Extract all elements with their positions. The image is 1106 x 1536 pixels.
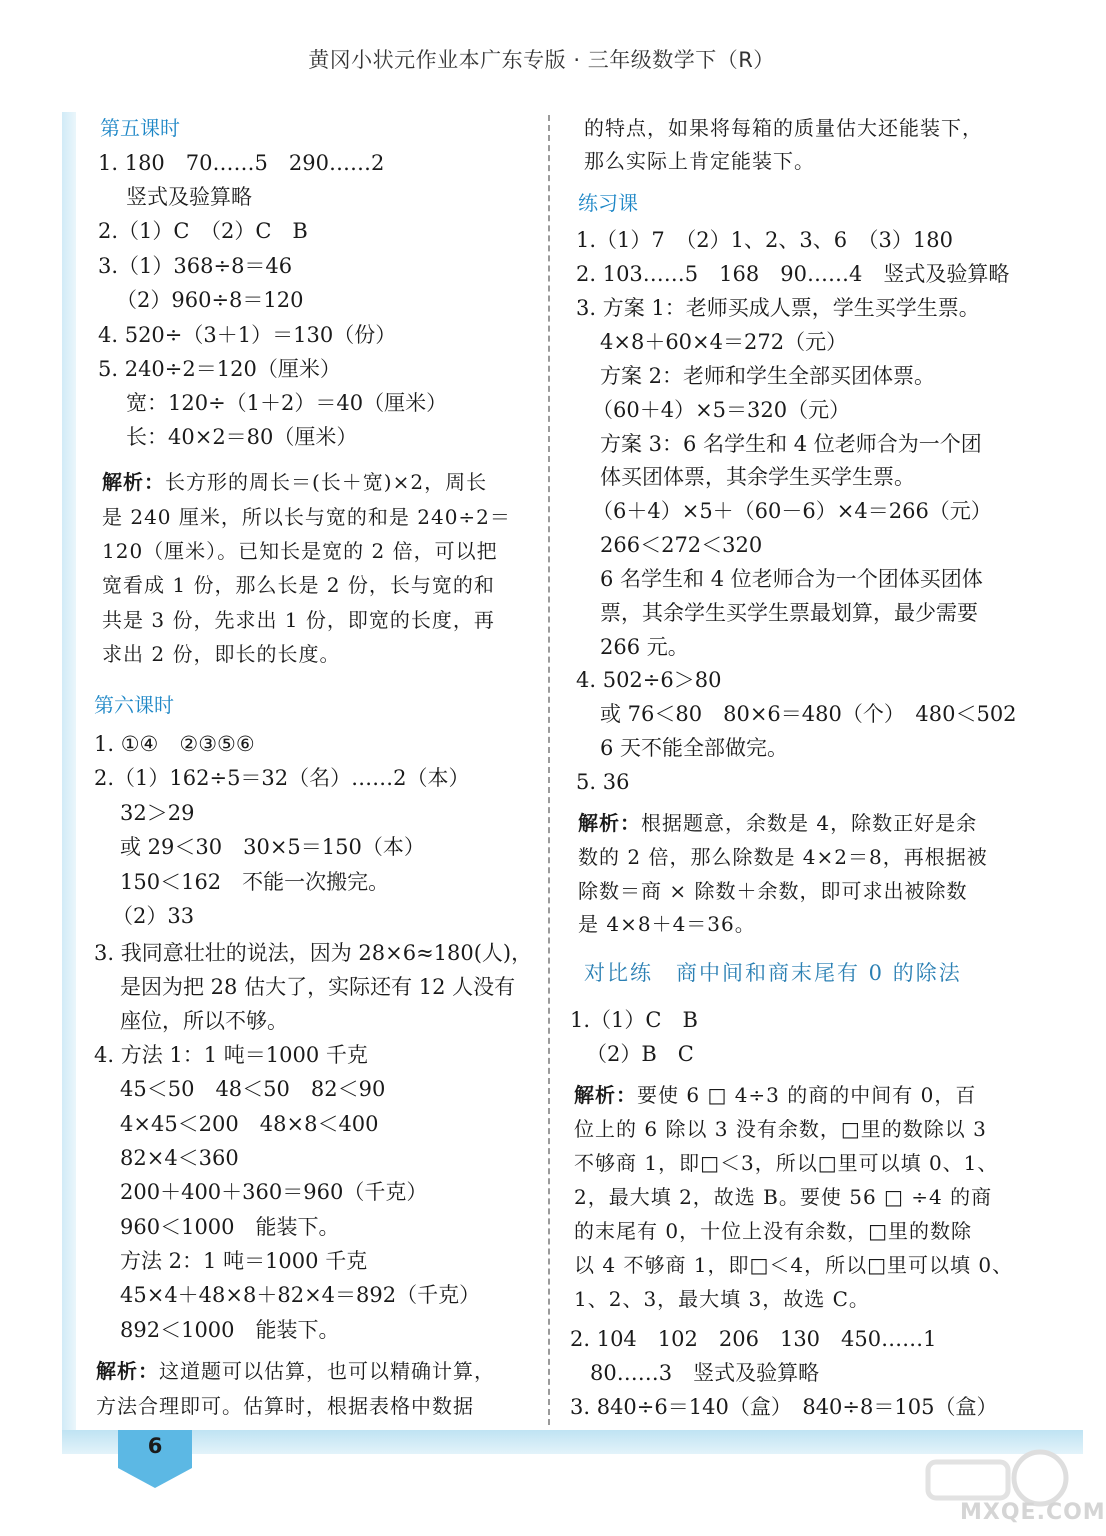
answer-line: （6＋4）×5＋（60－6）×4＝266（元） [592,499,992,523]
answer-line: 长：40×2＝80（厘米） [126,425,358,449]
explanation-line: 不够商 1，即□＜3，所以□里可以填 0、1、 [574,1151,999,1175]
explanation-line: 宽看成 1 份，那么长是 2 份，长与宽的和 [102,573,495,597]
explanation-line: 120（厘米）。已知长是宽的 2 倍，可以把 [102,539,498,563]
answer-line: 2.（1）C （2）C B [98,219,308,243]
explanation-line: 1、2、3，最大填 3，故选 C。 [574,1287,870,1311]
page-header: 黄冈小状元作业本广东专版 · 三年级数学下（R） [308,48,775,72]
explanation-line: 的特点，如果将每箱的质量估大还能装下， [584,116,983,140]
explanation-line: 求出 2 份，即长的长度。 [102,642,341,666]
answer-line: 5. 36 [576,770,630,794]
answer-line: 266＜272＜320 [600,533,763,557]
watermark-text: MXQE.COM [960,1500,1106,1525]
answer-line: 1. 180 70……5 290……2 [98,151,385,175]
explanation-line: 是 4×8＋4＝36。 [578,912,756,936]
answer-line: 82×4＜360 [120,1146,239,1170]
explanation-line: 是 240 厘米，所以长与宽的和是 240÷2＝ [102,505,511,529]
answer-line: 竖式及验算略 [126,185,252,209]
section-title-lesson5: 第五课时 [100,116,180,140]
explanation-line: 以 4 不够商 1，即□＜4，所以□里可以填 0、 [574,1253,1014,1277]
section-title-lesson6: 第六课时 [94,693,174,717]
answer-line: 体买团体票，其余学生买学生票。 [600,465,915,489]
explanation-label: 解析： [96,1359,159,1383]
answer-line: 宽：120÷（1＋2）＝40（厘米） [126,391,448,415]
answer-line: 32＞29 [120,801,195,825]
answer-line: 方案 3：6 名学生和 4 位老师合为一个团 [600,432,982,456]
answer-line: （2）33 [112,904,195,928]
explanation-label: 解析： [102,470,165,494]
answer-line: 200＋400＋360＝960（千克） [120,1180,428,1204]
answer-line: 3.（1）368÷8＝46 [98,254,293,278]
answer-line: 892＜1000 能装下。 [120,1318,340,1342]
answer-line: 4×8＋60×4＝272（元） [600,330,848,354]
explanation-line: 数的 2 倍，那么除数是 4×2＝8，再根据被 [578,845,988,869]
section-title-practice: 练习课 [578,191,638,215]
explanation-line: 2，最大填 2，故选 B。要使 56 □ ÷4 的商 [574,1185,993,1209]
answer-line: 或 29＜30 30×5＝150（本） [120,835,425,859]
answer-line: （2）B C [586,1042,694,1066]
answer-line: 6 天不能全部做完。 [600,736,789,760]
answer-line: 4. 502÷6＞80 [576,668,722,692]
answer-line: 3. 方案 1：老师买成人票，学生买学生票。 [576,296,980,320]
answer-line: 150＜162 不能一次搬完。 [120,870,390,894]
answer-line: 45×4＋48×8＋82×4＝892（千克） [120,1283,481,1307]
answer-line: 4. 方法 1：1 吨＝1000 千克 [94,1043,368,1067]
explanation-line: 解析：这道题可以估算，也可以精确计算， [96,1359,495,1383]
explanation-line: 那么实际上肯定能装下。 [584,149,815,173]
answer-line: 5. 240÷2＝120（厘米） [98,357,341,381]
answer-line: 1.（1）C B [570,1008,698,1032]
answer-line: 方案 2：老师和学生全部买团体票。 [600,364,936,388]
answer-line: 6 名学生和 4 位老师合为一个团体买团体 [600,567,983,591]
explanation-line: 除数＝商 × 除数＋余数，即可求出被除数 [578,879,968,903]
section-title-comparison: 对比练 商中间和商末尾有 0 的除法 [584,961,962,985]
answer-line: 45＜50 48＜50 82＜90 [120,1077,386,1101]
answer-line: 3. 840÷6＝140（盒） 840÷8＝105（盒） [570,1395,998,1419]
answer-line: 票，其余学生买学生票最划算，最少需要 [600,601,978,625]
explanation-line: 解析：长方形的周长＝(长＋宽)×2，周长 [102,470,488,494]
answer-line: 960＜1000 能装下。 [120,1215,340,1239]
explanation-label: 解析： [574,1083,637,1107]
answer-line: 80……3 竖式及验算略 [590,1361,820,1385]
answer-line: 是因为把 28 估大了，实际还有 12 人没有 [120,975,516,999]
explanation-line: 的末尾有 0，十位上没有余数，□里的数除 [574,1219,972,1243]
page-number: 6 [147,1434,163,1458]
left-decor-bar [62,112,76,1430]
explanation-line: 共是 3 份，先求出 1 份，即宽的长度，再 [102,608,495,632]
explanation-line: 方法合理即可。估算时，根据表格中数据 [96,1394,474,1418]
answer-line: 座位，所以不够。 [120,1009,288,1033]
answer-line: 2. 104 102 206 130 450……1 [570,1327,937,1351]
answer-line: 266 元。 [600,635,689,659]
answer-line: 方法 2：1 吨＝1000 千克 [120,1249,368,1273]
answer-line: 1. ①④ ②③⑤⑥ [94,732,255,756]
answer-line: 3. 我同意壮壮的说法，因为 28×6≈180(人)， [94,941,533,965]
explanation-line: 解析：根据题意，余数是 4，除数正好是余 [578,811,978,835]
answer-line: 4×45＜200 48×8＜400 [120,1112,379,1136]
answer-line: （2）960÷8＝120 [116,288,304,312]
explanation-label: 解析： [578,811,641,835]
answer-line: 2. 103……5 168 90……4 竖式及验算略 [576,262,1010,286]
explanation-line: 解析：要使 6 □ 4÷3 的商的中间有 0，百 [574,1083,977,1107]
answer-line: （60＋4）×5＝320（元） [592,398,851,422]
column-divider [548,115,550,1425]
answer-line: 或 76＜80 80×6＝480（个） 480＜502 [600,702,1017,726]
answer-line: 1.（1）7 （2）1、2、3、6 （3）180 [576,228,954,252]
explanation-line: 位上的 6 除以 3 没有余数，□里的数除以 3 [574,1117,987,1141]
answer-line: 4. 520÷（3＋1）＝130（份） [98,323,397,347]
answer-line: 2.（1）162÷5＝32（名）……2（本） [94,766,470,790]
